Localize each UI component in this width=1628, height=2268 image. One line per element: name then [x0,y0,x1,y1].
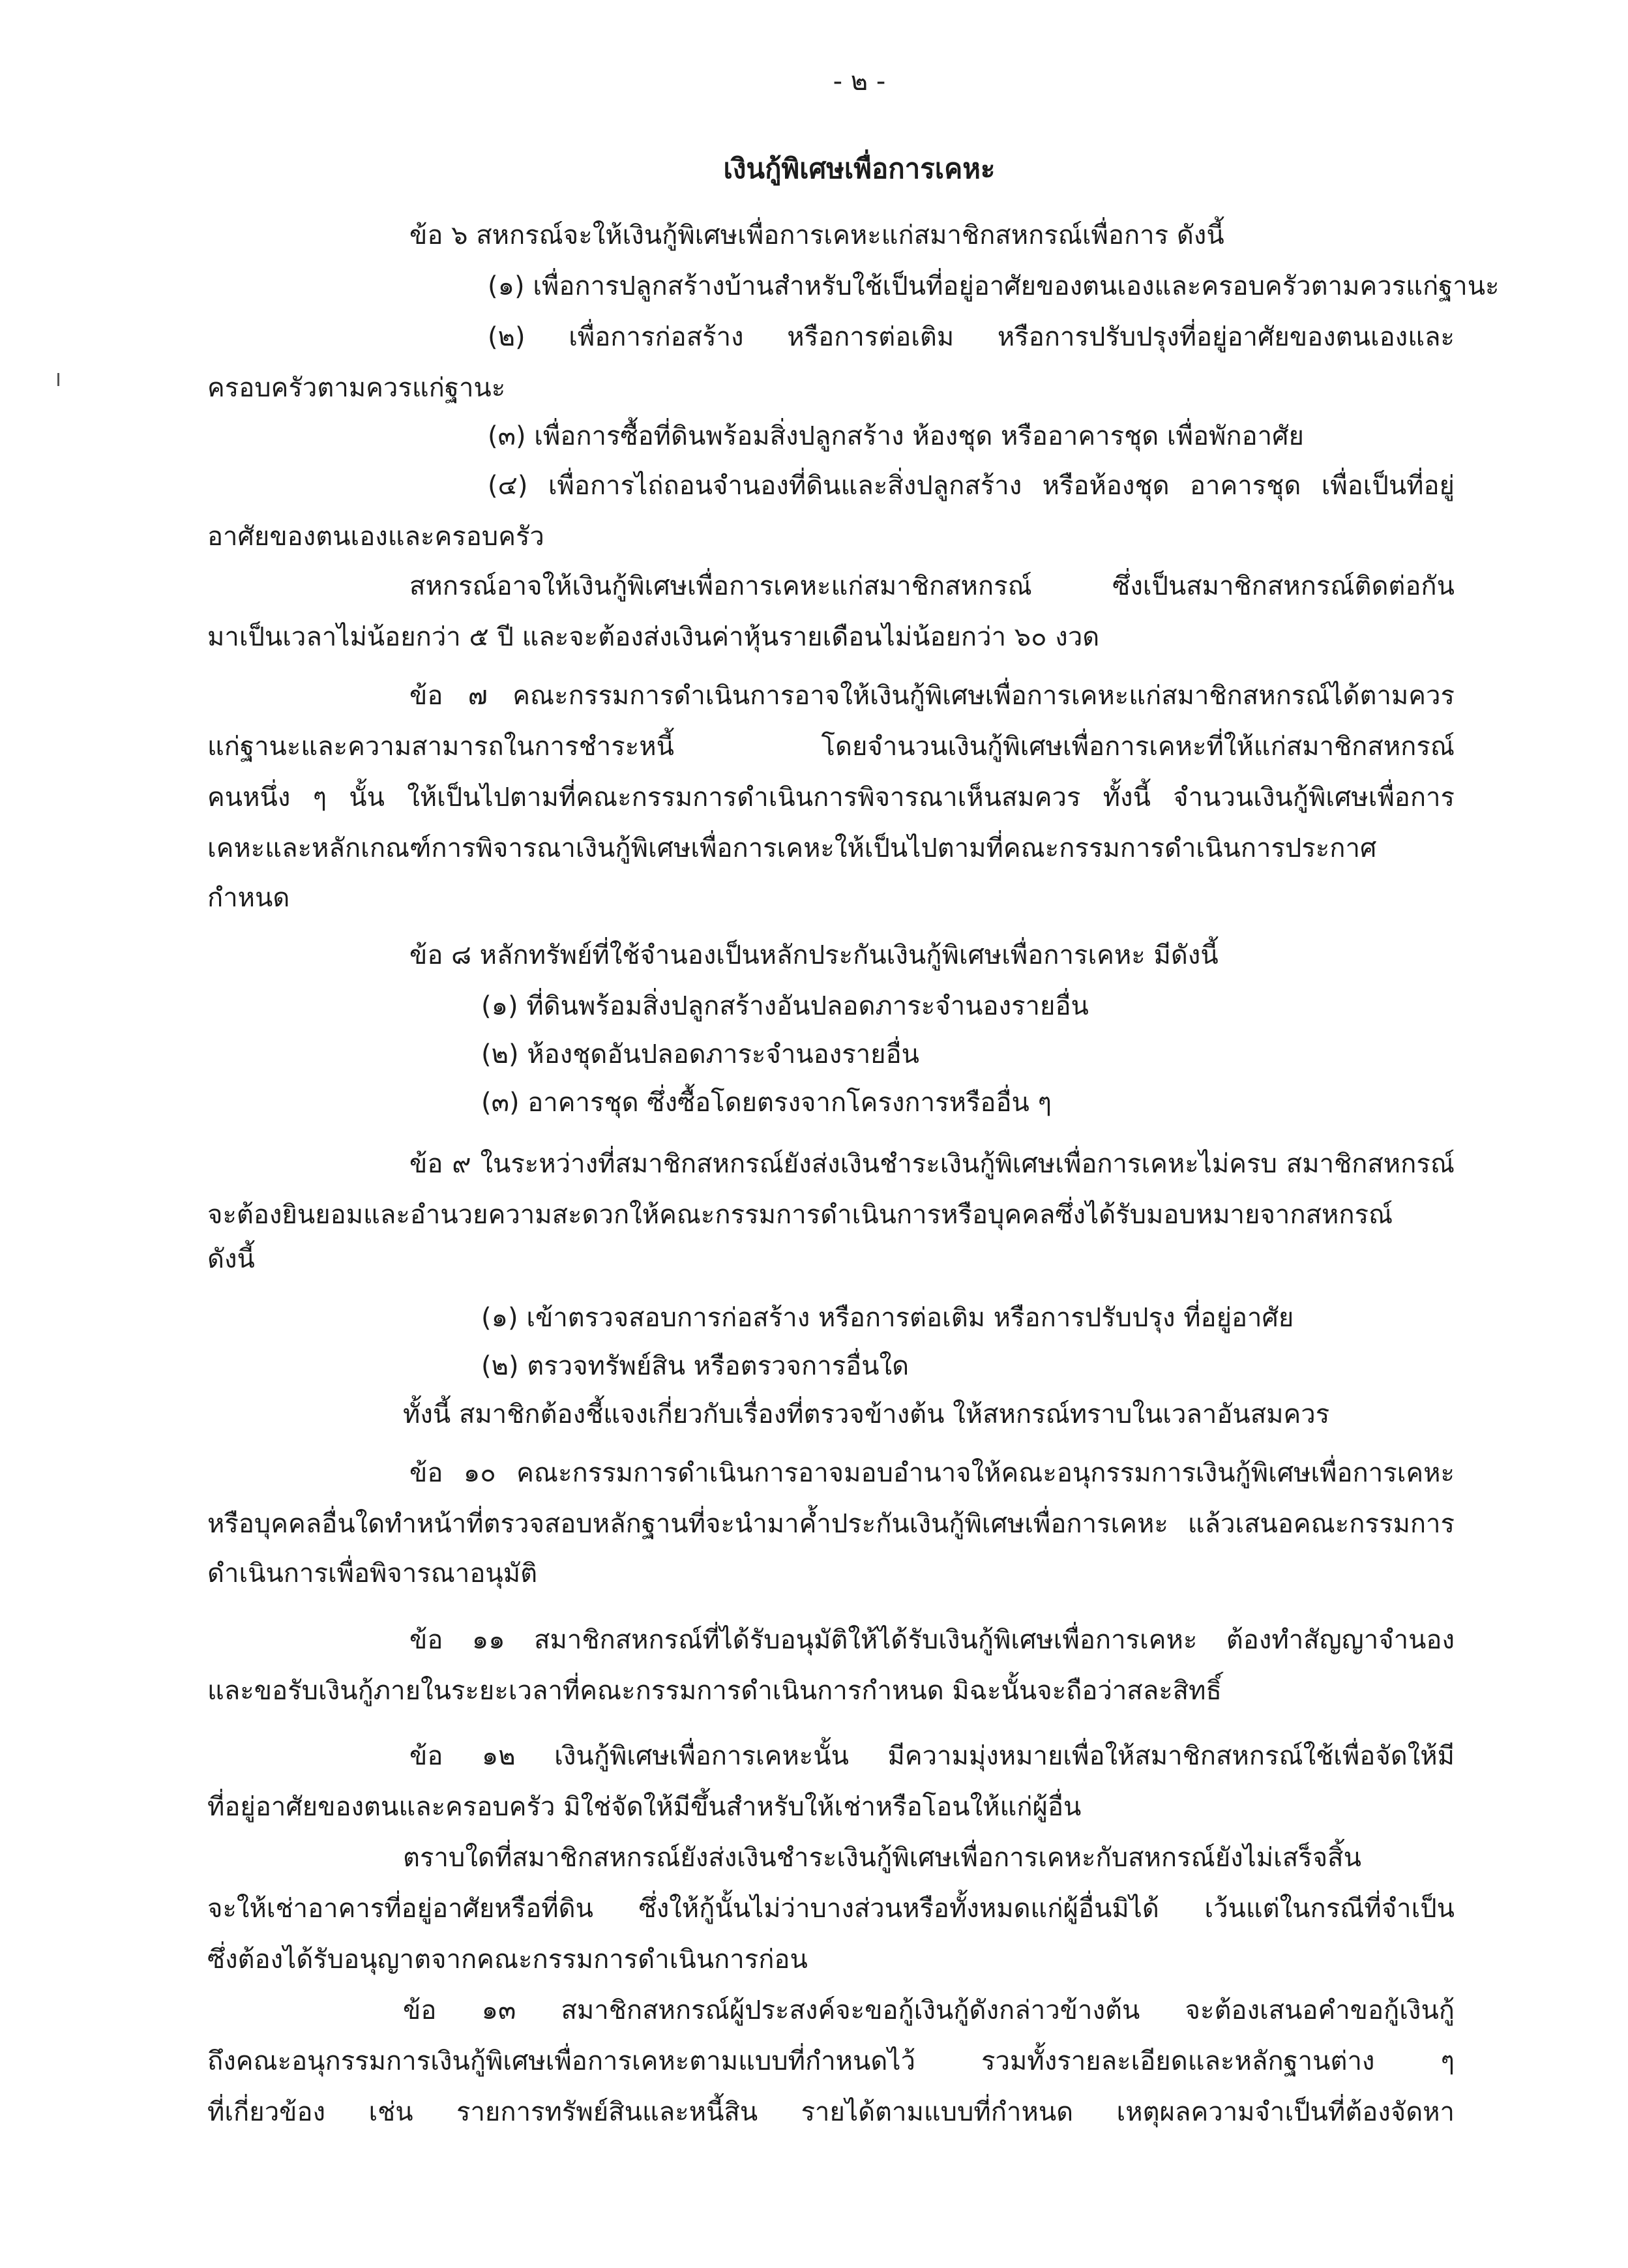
paragraph-line: มาเป็นเวลาไม่น้อยกว่า ๕ ปี และจะต้องส่งเงินค่าหุ้นรายเดือนไม่น้อยกว่า ๖๐ งวด [207,622,1100,652]
paragraph-line: และขอรับเงินกู้ภายในระยะเวลาที่คณะกรรมการดำเนินการกำหนด มิฉะนั้นจะถือว่าสละสิทธิ์ [207,1676,1222,1706]
paragraph-line: (๒) ห้องชุดอันปลอดภาระจำนองรายอื่น [481,1039,919,1069]
paragraph-line: ข้อ ๑๐ คณะกรรมการดำเนินการอาจมอบอำนาจให้คณะอนุกรรมการเงินกู้พิเศษเพื่อการเคหะ [409,1458,1455,1488]
paragraph-line: (๒) ตรวจทรัพย์สิน หรือตรวจการอื่นใด [481,1351,910,1381]
paragraph-line: (๓) เพื่อการซื้อที่ดินพร้อมสิ่งปลูกสร้าง ห้องชุด หรืออาคารชุด เพื่อพักอาศัย [488,421,1304,451]
paragraph-line: ข้อ ๘ หลักทรัพย์ที่ใช้จำนองเป็นหลักประกันเงินกู้พิเศษเพื่อการเคหะ มีดังนี้ [409,940,1219,970]
paragraph-line: ข้อ ๗ คณะกรรมการดำเนินการอาจให้เงินกู้พิเศษเพื่อการเคหะแก่สมาชิกสหกรณ์ได้ตามควร [409,681,1455,711]
paragraph-line: สหกรณ์อาจให้เงินกู้พิเศษเพื่อการเคหะแก่สมาชิกสหกรณ์ ซึ่งเป็นสมาชิกสหกรณ์ติดต่อกัน [409,571,1455,601]
paragraph-line: คนหนึ่ง ๆ นั้น ให้เป็นไปตามที่คณะกรรมการดำเนินการพิจารณาเห็นสมควร ทั้งนี้ จำนวนเงินกู้พิเศษเพื่อการ [207,783,1455,813]
paragraph-line: แก่ฐานะและความสามารถในการชำระหนี้ โดยจำนวนเงินกู้พิเศษเพื่อการเคหะที่ให้แก่สมาชิกสหกรณ์ [207,732,1455,762]
paragraph-line: หรือบุคคลอื่นใดทำหน้าที่ตรวจสอบหลักฐานที่จะนำมาค้ำประกันเงินกู้พิเศษเพื่อการเคหะ แล้วเสนอคณะกรรมการ [207,1509,1455,1539]
paragraph-line: ดำเนินการเพื่อพิจารณาอนุมัติ [207,1559,538,1589]
paragraph-line: ที่เกี่ยวข้อง เช่น รายการทรัพย์สินและหนี้สิน รายได้ตามแบบที่กำหนด เหตุผลความจำเป็นที่ต้องจัดหา [207,2097,1455,2127]
paragraph-line: ทั้งนี้ สมาชิกต้องชี้แจงเกี่ยวกับเรื่องที่ตรวจข้างต้น ให้สหกรณ์ทราบในเวลาอันสมควร [403,1399,1330,1429]
paragraph-line: ข้อ ๖ สหกรณ์จะให้เงินกู้พิเศษเพื่อการเคหะแก่สมาชิกสหกรณ์เพื่อการ ดังนี้ [409,220,1224,250]
paragraph-line: ดังนี้ [207,1244,255,1274]
paragraph-line: จะต้องยินยอมและอำนวยความสะดวกให้คณะกรรมการดำเนินการหรือบุคคลซึ่งได้รับมอบหมายจากสหกรณ์ [207,1200,1393,1230]
paragraph-line: ข้อ ๑๒ เงินกู้พิเศษเพื่อการเคหะนั้น มีความมุ่งหมายเพื่อให้สมาชิกสหกรณ์ใช้เพื่อจัดให้มี [409,1741,1455,1771]
scan-mark [57,373,59,386]
paragraph-line: ข้อ ๙ ในระหว่างที่สมาชิกสหกรณ์ยังส่งเงินชำระเงินกู้พิเศษเพื่อการเคหะไม่ครบ สมาชิกสหกรณ์ [409,1149,1455,1179]
paragraph-line: ที่อยู่อาศัยของตนและครอบครัว มิใช่จัดให้มีขึ้นสำหรับให้เช่าหรือโอนให้แก่ผู้อื่น [207,1792,1082,1822]
paragraph-line: ซึ่งต้องได้รับอนุญาตจากคณะกรรมการดำเนินการก่อน [207,1945,808,1975]
paragraph-line: (๑) เข้าตรวจสอบการก่อสร้าง หรือการต่อเติม หรือการปรับปรุง ที่อยู่อาศัย [481,1303,1294,1333]
paragraph-line: (๔) เพื่อการไถ่ถอนจำนองที่ดินและสิ่งปลูกสร้าง หรือห้องชุด อาคารชุด เพื่อเป็นที่อยู่ [488,471,1455,501]
paragraph-line: อาศัยของตนเองและครอบครัว [207,522,544,552]
paragraph-line: (๒) เพื่อการก่อสร้าง หรือการต่อเติม หรือการปรับปรุงที่อยู่อาศัยของตนเองและ [488,322,1455,352]
paragraph-line: จะให้เช่าอาคารที่อยู่อาศัยหรือที่ดิน ซึ่งให้กู้นั้นไม่ว่าบางส่วนหรือทั้งหมดแก่ผู้อื่นมิได้ เว้นแต่ในกรณีที่จำเป็น [207,1894,1455,1924]
paragraph-line: ตราบใดที่สมาชิกสหกรณ์ยังส่งเงินชำระเงินกู้พิเศษเพื่อการเคหะกับสหกรณ์ยังไม่เสร็จสิ้น [403,1843,1361,1873]
paragraph-line: (๓) อาคารชุด ซึ่งซื้อโดยตรงจากโครงการหรืออื่น ๆ [481,1088,1052,1118]
page-number: - ๒ - [833,67,886,97]
paragraph-line: (๑) ที่ดินพร้อมสิ่งปลูกสร้างอันปลอดภาระจำนองรายอื่น [481,991,1089,1021]
paragraph-line: (๑) เพื่อการปลูกสร้างบ้านสำหรับใช้เป็นที่อยู่อาศัยของตนเองและครอบครัวตามควรแก่ฐานะ [488,271,1500,301]
paragraph-line: ข้อ ๑๑ สมาชิกสหกรณ์ที่ได้รับอนุมัติให้ได้รับเงินกู้พิเศษเพื่อการเคหะ ต้องทำสัญญาจำนอง [409,1625,1455,1655]
paragraph-line: ถึงคณะอนุกรรมการเงินกู้พิเศษเพื่อการเคหะตามแบบที่กำหนดไว้ รวมทั้งรายละเอียดและหลักฐานต่าง ๆ [207,2046,1455,2076]
paragraph-line: ครอบครัวตามควรแก่ฐานะ [207,373,506,403]
paragraph-line: ข้อ ๑๓ สมาชิกสหกรณ์ผู้ประสงค์จะขอกู้เงินกู้ดังกล่าวข้างต้น จะต้องเสนอคำขอกู้เงินกู้ [403,1995,1455,2025]
paragraph-line: เคหะและหลักเกณฑ์การพิจารณาเงินกู้พิเศษเพื่อการเคหะให้เป็นไปตามที่คณะกรรมการดำเนินการประกาศ [207,833,1377,863]
section-heading: เงินกู้พิเศษเพื่อการเคหะ [723,153,996,185]
paragraph-line: กำหนด [207,883,290,913]
